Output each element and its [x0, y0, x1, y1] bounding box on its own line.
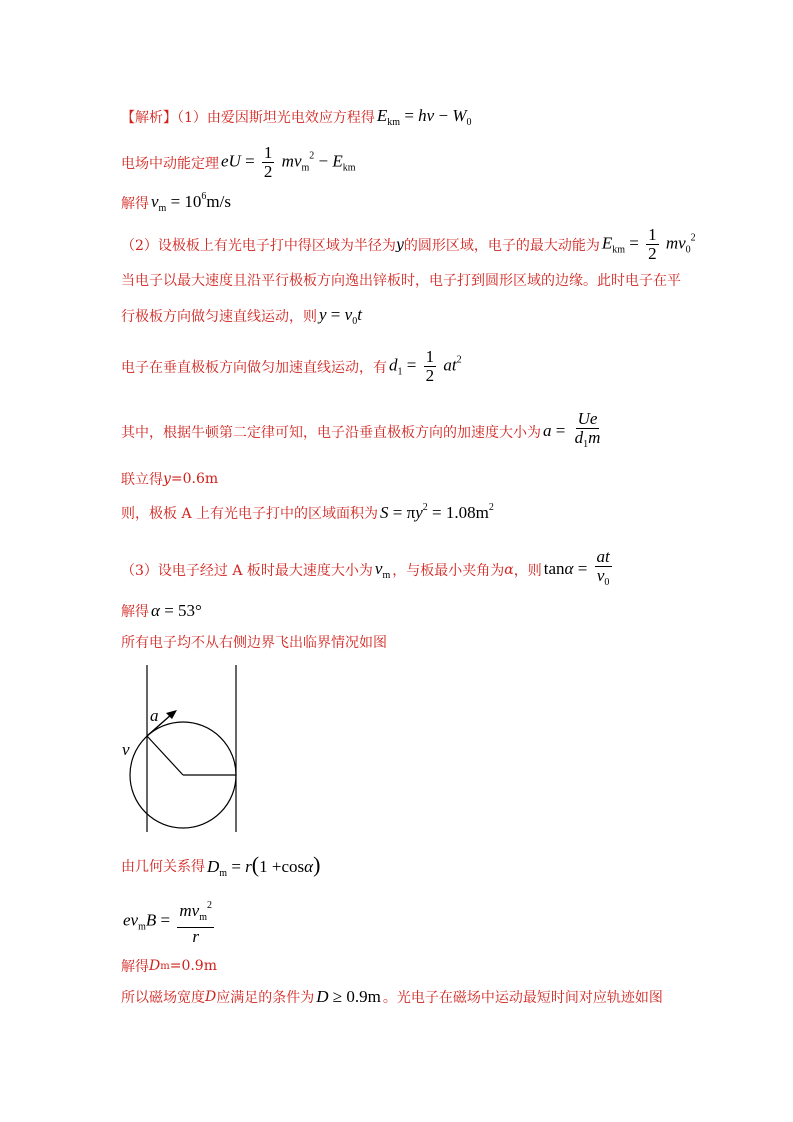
var-y: y — [395, 236, 404, 253]
var-alpha: α — [504, 562, 514, 578]
eq-alpha: α = 53° — [151, 601, 202, 620]
text-part3-b: ，与板最小夹角为 — [392, 563, 505, 579]
var-D: D — [149, 958, 161, 974]
eq-vm: $v_m = 10^6m/s$ — [151, 191, 231, 214]
text-y-value: =0.6m — [170, 471, 219, 487]
eq-photoelectric: $E_{km} = h\nu - W_0$ — [376, 106, 472, 128]
line-6 — [121, 305, 364, 327]
line-11 — [121, 548, 617, 592]
eq-lorentz: $ev_mB$ = $\frac{mv_m^2}{r}$ — [123, 897, 217, 946]
text-edge: 当电子以最大速度且沿平行极板方向逸出锌板时，电子打到圆形区域的边缘。此时电子在平 — [121, 273, 681, 289]
text-dm-value: =0.9m — [169, 958, 217, 974]
text-part2: （2）设极板上有光电子打中得区域为半径为 — [121, 237, 396, 254]
line-12 — [121, 601, 204, 621]
text-combine: 联立得 — [121, 472, 163, 488]
radius-line — [147, 736, 183, 775]
eq-energy: eU = $\frac{1}{2}$ $mv_m^2 - E_{km}$ — [221, 143, 356, 181]
text-part2-b: 的圆形区域，电子的最大动能为 — [403, 237, 600, 254]
line-4 — [121, 226, 698, 263]
text-condition: 应满足的条件为 — [216, 990, 315, 1006]
text-solve-dm: 解得 — [121, 959, 149, 975]
line-1 — [121, 106, 473, 128]
text-solve: 解得 — [121, 195, 149, 212]
eq-dm: $D_m = r(1 +\cos\alpha)$ — [207, 852, 321, 879]
eq-area: $S = \pi y^2 = 1.08m^2$ — [380, 502, 494, 522]
eq-y: $y = v_0t$ — [319, 305, 362, 327]
line-17 — [121, 987, 663, 1007]
text-solution-part1: 【解析】（1）由爱因斯坦光电效应方程得 — [121, 110, 375, 126]
label-a: a — [150, 706, 159, 725]
line-14 — [121, 852, 322, 879]
var-D-sub: m — [160, 960, 170, 972]
line-13 — [121, 632, 387, 652]
text-geometry: 由几何关系得 — [121, 858, 205, 875]
eq-a: a = $\frac{Ue}{d_1m}$ — [543, 409, 601, 450]
eq-tan: tanα = $\frac{at}{v_0}$ — [543, 547, 610, 588]
text-critical: 所有电子均不从右侧边界飞出临界情况如图 — [121, 635, 387, 651]
text-energy-theorem: 电场中动能定理 — [121, 155, 219, 172]
critical-trajectory-figure — [120, 660, 250, 835]
var-vm: $v_m$ — [374, 559, 391, 581]
line-15 — [121, 897, 219, 946]
text-shortest: 。光电子在磁场中运动最短时间对应轨迹如图 — [382, 990, 663, 1006]
line-7 — [121, 348, 464, 385]
text-part3: （3）设电子经过 A 板时最大速度大小为 — [121, 563, 373, 579]
text-newton: 其中，根据牛顿第二定律可知，电子沿垂直极板方向的加速度大小为 — [121, 425, 541, 441]
line-3 — [121, 191, 233, 214]
text-uniform: 行极板方向做匀速直线运动，则 — [121, 309, 317, 325]
text-width: 所以磁场宽度 — [121, 990, 205, 1006]
eq-condition: D ≥ 0.9m — [316, 987, 381, 1006]
eq-d1: $d_1$ = $\frac{1}{2}$ $at^2$ — [389, 347, 462, 385]
line-2 — [121, 144, 358, 181]
label-v: v — [122, 740, 130, 759]
line-9 — [121, 469, 218, 489]
line-16 — [121, 956, 217, 976]
eq-ekm: $E_{km}$ = $\frac{1}{2}$ $mv_0^2$ — [601, 225, 696, 263]
line-8 — [121, 410, 607, 454]
var-y2: y — [163, 471, 171, 487]
line-10 — [121, 502, 496, 523]
var-D2: D — [205, 989, 217, 1005]
text-solve-alpha: 解得 — [121, 604, 149, 620]
text-part3-c: ，则 — [513, 563, 542, 579]
text-accel: 电子在垂直极板方向做匀加速直线运动，有 — [121, 359, 387, 376]
text-area: 则，极板 A 上有光电子打中的区域面积为 — [121, 505, 379, 522]
line-5 — [121, 270, 681, 290]
